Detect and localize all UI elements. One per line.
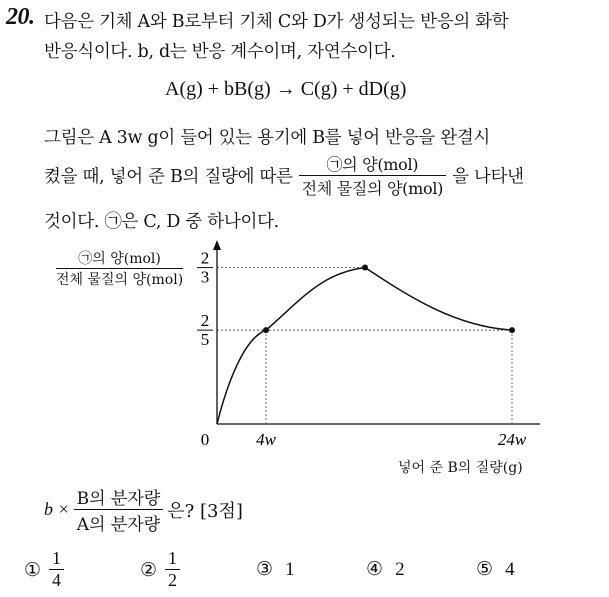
choice-2-num: 1 [165,548,180,570]
question-suffix: 은? [3점] [167,500,243,522]
data-point [263,327,269,333]
x-tick-label: 24w [497,430,527,449]
choice-3-mark: ③ [256,558,274,580]
choice-4-text: 2 [395,559,405,580]
problem-line-3: 그림은 A 3w g이 들어 있는 용기에 B를 넣어 반응을 완결시 [44,128,491,148]
choice-1-num: 1 [49,548,64,570]
data-curve [217,268,512,424]
data-point [509,327,515,333]
question-fraction [74,484,164,535]
x-tick-label: 0 [200,430,210,449]
y-tick-label-den: 3 [200,267,210,287]
choice-2-den: 2 [168,570,178,590]
choice-5-mark: ⑤ [476,558,494,580]
ratio-denominator: 전체 물질의 양(mol) [301,179,444,198]
choice-5[interactable] [476,558,515,581]
choice-1[interactable] [24,548,64,591]
choice-1-mark: ① [24,558,42,581]
line-4-post: 을 나타낸 [452,167,524,187]
choice-4-mark: ④ [366,558,384,580]
choice-3[interactable] [256,558,295,581]
y-tick-label-den: 5 [200,330,210,350]
problem-number: 20. [6,4,35,30]
problem-line-2: 반응식이다. b, d는 반응 계수이며, 자연수이다. [44,42,396,62]
chemical-equation: A(g) + bB(g) → C(g) + dD(g) [165,78,407,100]
data-point [362,265,368,271]
chart-ylabel-den: 전체 물질의 양(mol) [56,272,184,288]
chart-xlabel: 넣어 준 B의 질량(g) [398,460,523,476]
problem-line-5: 것이다. ㉠은 C, D 중 하나이다. [44,212,279,232]
y-tick-label-num: 2 [200,311,210,331]
choice-5-text: 4 [505,559,515,580]
question-numerator: B의 분자량 [74,484,164,510]
choice-1-fraction [49,548,64,591]
chart-ylabel-num: ㉠의 양(mol) [56,248,183,269]
choice-3-text: 1 [285,559,295,580]
choice-2-fraction [165,548,180,591]
question-denominator: A의 분자량 [76,515,161,535]
line-4-pre: 켰을 때, 넣어 준 B의 질량에 따른 [44,167,293,187]
y-axis-arrow [213,240,221,250]
y-tick-label-num: 2 [200,248,210,268]
ratio-numerator: ㉠의 양(mol) [299,152,446,176]
question-stem [44,484,243,535]
choice-2[interactable] [140,548,180,591]
choice-2-mark: ② [140,558,158,581]
x-tick-label: 4w [256,430,276,449]
choice-1-den: 4 [52,570,62,590]
problem-line-1: 다음은 기체 A와 B로부터 기체 C와 D가 생성되는 반응의 화학 [44,12,509,32]
question-prefix: b × [44,499,70,519]
choice-4[interactable] [366,558,405,581]
